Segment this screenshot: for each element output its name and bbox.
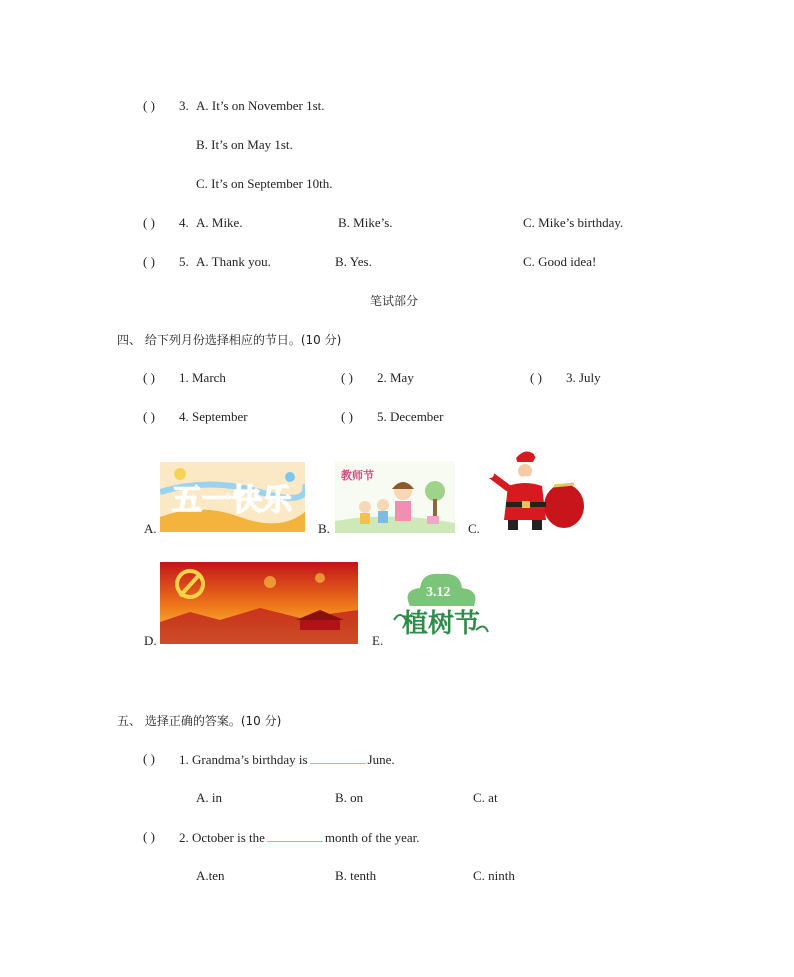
s5-q2-option-c[interactable]: C. ninth xyxy=(473,868,515,883)
s5-q1-option-a[interactable]: A. in xyxy=(196,790,222,805)
s5-q2-stem xyxy=(179,829,420,846)
q4-paren[interactable]: ( ) xyxy=(143,215,155,230)
picture-a-mayday xyxy=(160,462,305,532)
picture-c-letter: C. xyxy=(468,521,480,536)
s5-q2-option-a[interactable]: A.ten xyxy=(196,868,225,883)
picture-e-letter: E. xyxy=(372,633,384,648)
picture-e-date: 3.12 xyxy=(426,585,451,600)
q3-option-a[interactable]: A. It’s on November 1st. xyxy=(196,98,325,113)
picture-d-letter: D. xyxy=(144,633,157,648)
q3-option-c[interactable]: C. It’s on September 10th. xyxy=(196,176,333,191)
s5-q1-stem-post: June. xyxy=(367,752,395,767)
picture-a-text: 五一快乐 xyxy=(172,483,292,518)
s4-item1-paren[interactable]: ( ) xyxy=(143,370,155,385)
q5-option-b[interactable]: B. Yes. xyxy=(335,254,372,269)
q3-number: 3. xyxy=(179,98,189,113)
picture-d-party-day xyxy=(160,562,358,644)
q4-option-a[interactable]: A. Mike. xyxy=(196,215,243,230)
s5-q2-blank[interactable] xyxy=(267,829,323,842)
q3-option-b[interactable]: B. It’s on May 1st. xyxy=(196,137,293,152)
s5-q1-option-b[interactable]: B. on xyxy=(335,790,364,805)
s5-q1-blank[interactable] xyxy=(310,751,366,764)
picture-c-santa xyxy=(484,446,586,534)
picture-e-text: 植树节 xyxy=(402,609,481,639)
s4-item1-label: 1. March xyxy=(179,370,226,385)
s4-item4-label: 4. September xyxy=(179,409,248,424)
s4-item5-label: 5. December xyxy=(377,409,444,424)
q4-number: 4. xyxy=(179,215,189,230)
s5-q1-stem xyxy=(179,751,395,768)
picture-b-text: 教师节 xyxy=(341,469,374,482)
s5-q1-stem-pre: 1. Grandma’s birthday is xyxy=(179,752,308,767)
s5-q2-paren[interactable]: ( ) xyxy=(143,829,155,844)
s5-q2-stem-pre: 2. October is the xyxy=(179,830,265,845)
s4-item3-label: 3. July xyxy=(566,370,601,385)
s4-item5-paren[interactable]: ( ) xyxy=(341,409,353,424)
s4-item2-label: 2. May xyxy=(377,370,414,385)
picture-b-letter: B. xyxy=(318,521,330,536)
q5-number: 5. xyxy=(179,254,189,269)
q3-paren[interactable]: ( ) xyxy=(143,98,155,113)
s5-q1-paren[interactable]: ( ) xyxy=(143,751,155,766)
written-section-title: 笔试部分 xyxy=(370,294,419,308)
picture-b-teachers-day xyxy=(335,461,455,533)
section5-title: 五、 选择正确的答案。(10 分) xyxy=(117,714,282,728)
q4-option-c[interactable]: C. Mike’s birthday. xyxy=(523,215,624,230)
s4-item2-paren[interactable]: ( ) xyxy=(341,370,353,385)
s5-q2-option-b[interactable]: B. tenth xyxy=(335,868,377,883)
section4-title: 四、 给下列月份选择相应的节日。(10 分) xyxy=(117,333,342,347)
q4-option-b[interactable]: B. Mike’s. xyxy=(338,215,393,230)
s4-item3-paren[interactable]: ( ) xyxy=(530,370,542,385)
s5-q2-stem-post: month of the year. xyxy=(324,830,420,845)
picture-e-tree-planting-day xyxy=(390,570,492,645)
q5-option-a[interactable]: A. Thank you. xyxy=(196,254,271,269)
q5-option-c[interactable]: C. Good idea! xyxy=(523,254,597,269)
s4-item4-paren[interactable]: ( ) xyxy=(143,409,155,424)
s5-q1-option-c[interactable]: C. at xyxy=(473,790,498,805)
q5-paren[interactable]: ( ) xyxy=(143,254,155,269)
picture-a-letter: A. xyxy=(144,521,157,536)
